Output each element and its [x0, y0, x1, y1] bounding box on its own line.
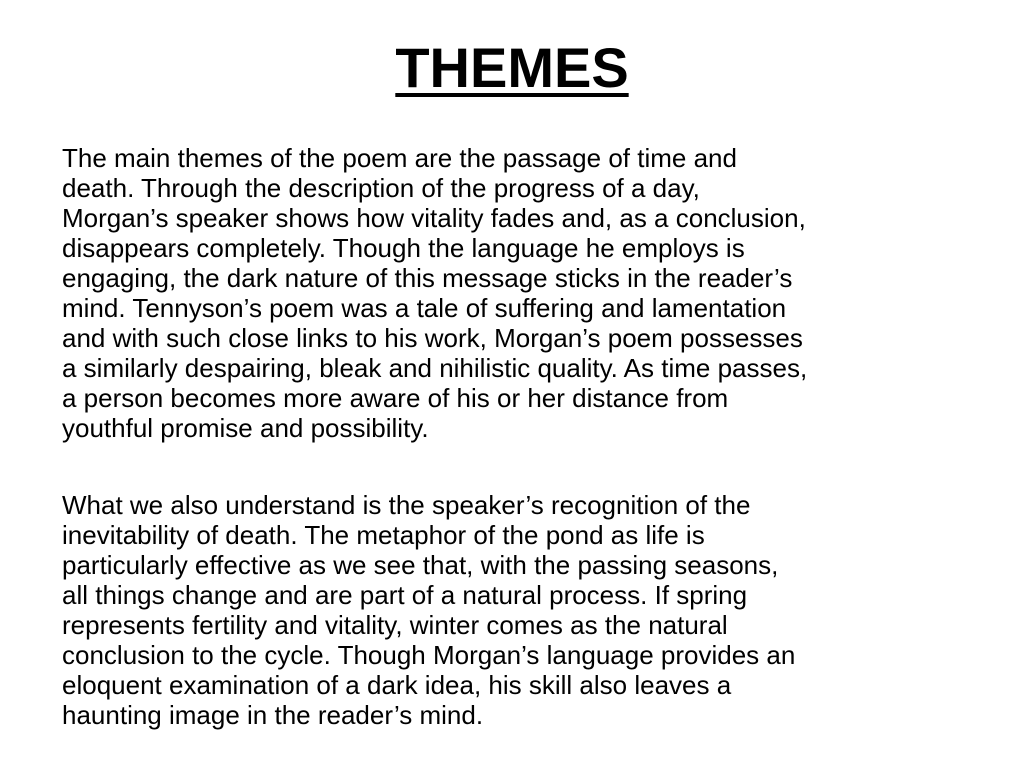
- paragraph-line: engaging, the dark nature of this message sticks in the reader’s: [62, 263, 793, 293]
- paragraph-line: haunting image in the reader’s mind.: [62, 700, 484, 730]
- paragraph-line: all things change and are part of a natural process. If spring: [62, 580, 748, 610]
- paragraph-1: [62, 143, 967, 443]
- paragraph-line: youthful promise and possibility.: [62, 413, 429, 443]
- paragraph-line: represents fertility and vitality, winter comes as the natural: [62, 610, 728, 640]
- paragraph-line: conclusion to the cycle. Though Morgan’s language provides an: [62, 640, 796, 670]
- slide-title: THEMES: [395, 36, 629, 99]
- paragraph-line: The main themes of the poem are the passage of time and: [62, 143, 737, 173]
- paragraph-2: [62, 490, 967, 730]
- paragraph-line: What we also understand is the speaker’s recognition of the: [62, 490, 751, 520]
- paragraph-line: particularly effective as we see that, with the passing seasons,: [62, 550, 779, 580]
- paragraph-line: inevitability of death. The metaphor of the pond as life is: [62, 520, 705, 550]
- paragraph-line: eloquent examination of a dark idea, his skill also leaves a: [62, 670, 732, 700]
- paragraph-line: mind. Tennyson’s poem was a tale of suffering and lamentation: [62, 293, 787, 323]
- paragraph-line: and with such close links to his work, Morgan’s poem possesses: [62, 323, 803, 353]
- paragraph-line: death. Through the description of the progress of a day,: [62, 173, 700, 203]
- paragraph-line: Morgan’s speaker shows how vitality fades and, as a conclusion,: [62, 203, 806, 233]
- slide-body: [62, 143, 967, 730]
- paragraph-line: a person becomes more aware of his or her distance from: [62, 383, 729, 413]
- paragraph-line: a similarly despairing, bleak and nihilistic quality. As time passes,: [62, 353, 808, 383]
- paragraph-line: disappears completely. Though the language he employs is: [62, 233, 745, 263]
